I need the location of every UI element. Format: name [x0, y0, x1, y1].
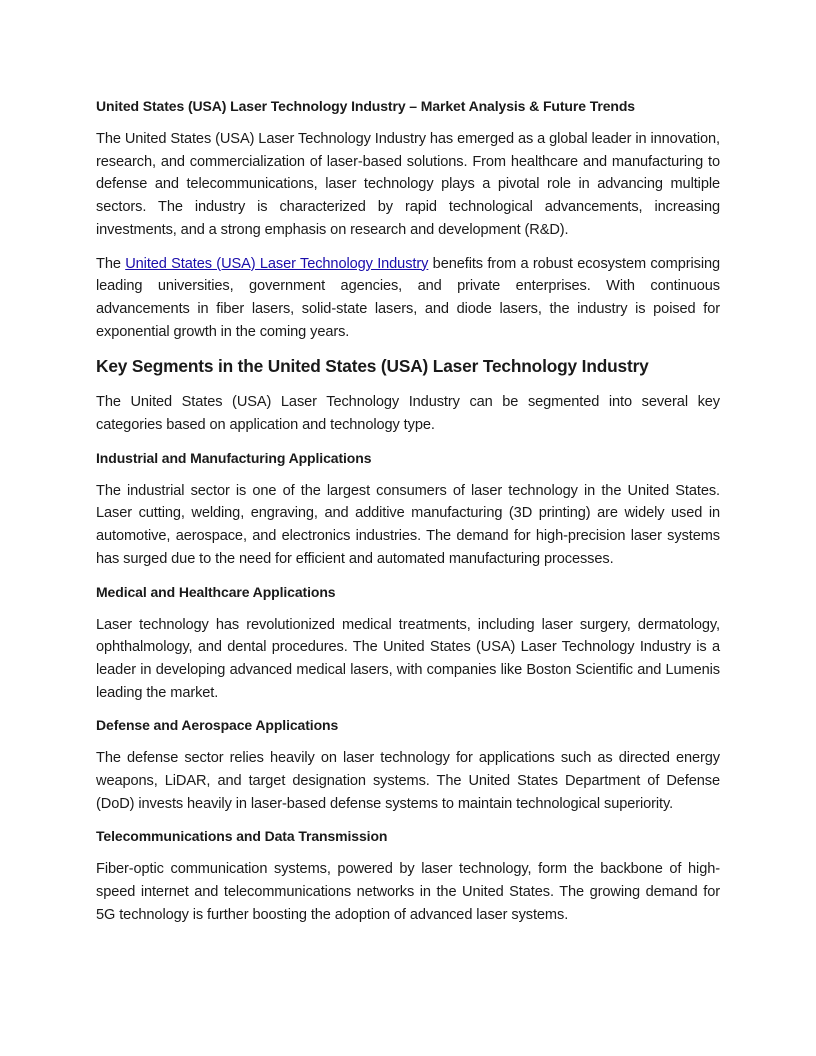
document-title: United States (USA) Laser Technology Industry – Market Analysis & Future Trends — [96, 98, 635, 114]
segments-intro-paragraph: The United States (USA) Laser Technology Industry can be segmented into several key categories based on application and technology type. — [96, 394, 720, 434]
industry-link[interactable]: United States (USA) Laser Technology Industry — [125, 255, 429, 272]
ecosystem-prefix: The — [96, 255, 126, 272]
ecosystem-paragraph — [96, 253, 720, 344]
segments-heading: Key Segments in the United States (USA) Laser Technology Industry — [96, 356, 649, 377]
intro-paragraph: The United States (USA) Laser Technology Industry has emerged as a global leader in innovation, research, and commercialization of laser-based solutions. From healthcare and manufacturing to defense and telecommunications, laser technology plays a pivotal role in advancing multiple sectors. The industry is characterized by rapid technological advancements, increasing investments, and a strong emphasis on research and development (R&D). — [96, 131, 720, 238]
defense-paragraph: The defense sector relies heavily on laser technology for applications such as directed energy weapons, LiDAR, and target designation systems. The United States Department of Defense (DoD) invests heavily in laser-based defense systems to maintain technological superiority. — [96, 750, 720, 812]
document-page — [96, 96, 720, 938]
telecom-heading: Telecommunications and Data Transmission — [96, 828, 388, 845]
medical-heading: Medical and Healthcare Applications — [96, 583, 336, 600]
ecosystem-suffix: benefits from a robust ecosystem comprising leading universities, government agencies, and private enterprises. With continuous advancements in fiber lasers, solid-state lasers, and diode lasers, the industry is poised for exponential growth in the coming years. — [96, 255, 720, 340]
industrial-paragraph: The industrial sector is one of the largest consumers of laser technology in the United States. Laser cutting, welding, engraving, and additive manufacturing (3D printing) are widely used in automotive, aerospace, and electronics industries. The demand for high-precision laser systems has surged due to the need for efficient and automated manufacturing processes. — [96, 482, 720, 567]
defense-heading: Defense and Aerospace Applications — [96, 717, 339, 734]
industrial-heading: Industrial and Manufacturing Applications — [96, 449, 372, 466]
telecom-paragraph: Fiber-optic communication systems, powered by laser technology, form the backbone of high-speed internet and telecommunications networks in the United States. The growing demand for 5G technology is further boosting the adoption of advanced laser systems. — [96, 861, 720, 923]
medical-paragraph: Laser technology has revolutionized medical treatments, including laser surgery, dermatology, ophthalmology, and dental procedures. The United States (USA) Laser Technology Industry is a leader in developing advanced medical lasers, with companies like Boston Scientific and Lumenis leading the market. — [96, 616, 720, 701]
